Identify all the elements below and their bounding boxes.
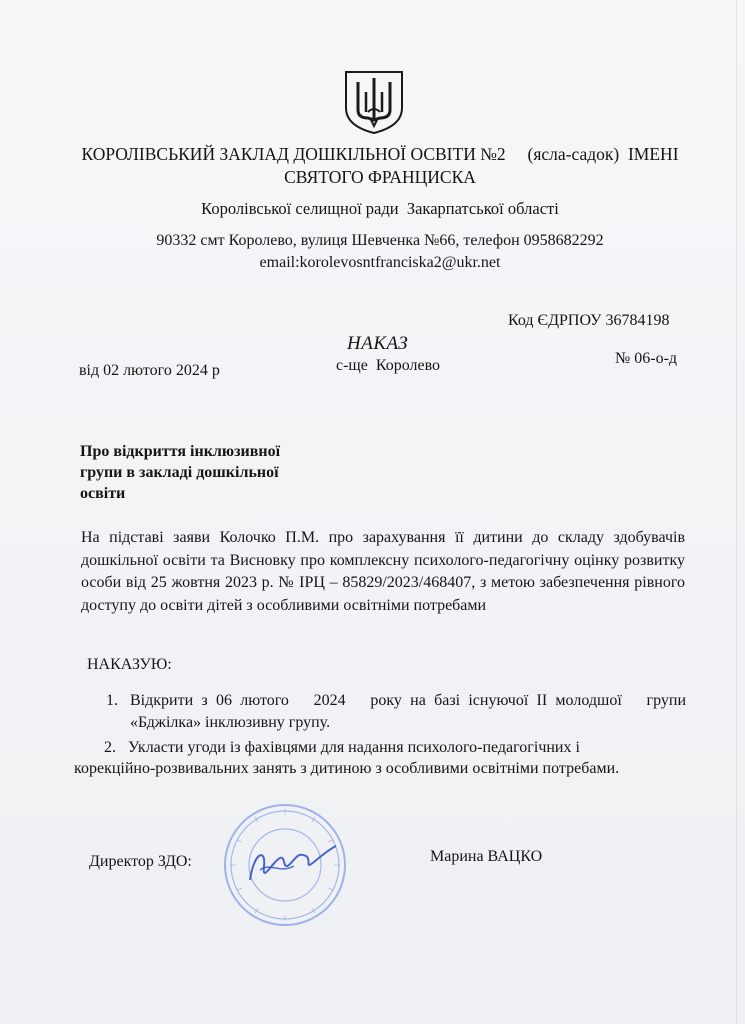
- contact-block: [40, 230, 720, 274]
- item-text: Відкрити з 06 лютого 2024 року на базі існуючої ІІ молодшої групи «Бджілка» інклюзивну групу.: [130, 692, 690, 731]
- address: 90332 смт Королево, вулиця Шевченка №66, телефон 0958682292: [156, 232, 604, 249]
- order-date: від 02 лютого 2024 р: [79, 362, 220, 379]
- council-name: Королівської селищної ради Закарпатської області: [201, 199, 559, 218]
- item-number: 2.: [104, 739, 116, 756]
- order-item-1: [106, 690, 690, 734]
- seal-stamp-icon: [220, 800, 350, 930]
- signature-position: Директор ЗДО:: [89, 853, 192, 870]
- signer-name: Марина ВАЦКО: [430, 848, 543, 865]
- item-text-line-2: корекційно-розвивальних занять з дитиною з особливими освітніми потребами.: [74, 760, 620, 777]
- institution-name: [40, 143, 720, 189]
- institution-line-2: СВЯТОГО ФРАНЦИСКА: [284, 167, 476, 187]
- institution-line-1: КОРОЛІВСЬКИЙ ЗАКЛАД ДОШКІЛЬНОЇ ОСВІТИ №2 (ясла-садок) ІМЕНІ: [81, 144, 679, 164]
- order-number: № 06-о-д: [615, 350, 678, 367]
- order-item-2: [74, 737, 694, 779]
- email: email:korolevosntfranciska2@ukr.net: [259, 254, 501, 271]
- order-keyword: НАКАЗУЮ:: [87, 656, 172, 673]
- preamble-text: На підставі заяви Колочко П.М. про зарахування її дитини до складу здобувачів дошкільної освіти та Висновку про комплексну психолого-педагогічну оцінку розвитку особи від 25 жовтня 2023 р. № ІРЦ – 85829/2023/468407, з метою забезпечення рівного доступу до освіти дітей з особливими освітніми потребами: [81, 529, 693, 614]
- order-place: с-ще Королево: [336, 357, 441, 374]
- item-text-line-1: Укласти угоди із фахівцями для надання психолого-педагогічних і: [128, 739, 580, 756]
- order-subject: Про відкриття інклюзивної групи в закладі дошкільної освіти: [80, 443, 281, 502]
- ukraine-trident-icon: [342, 68, 406, 136]
- order-title: НАКАЗ: [347, 333, 409, 354]
- edrpou-code: Код ЄДРПОУ 36784198: [508, 312, 670, 329]
- item-number: 1.: [106, 692, 118, 709]
